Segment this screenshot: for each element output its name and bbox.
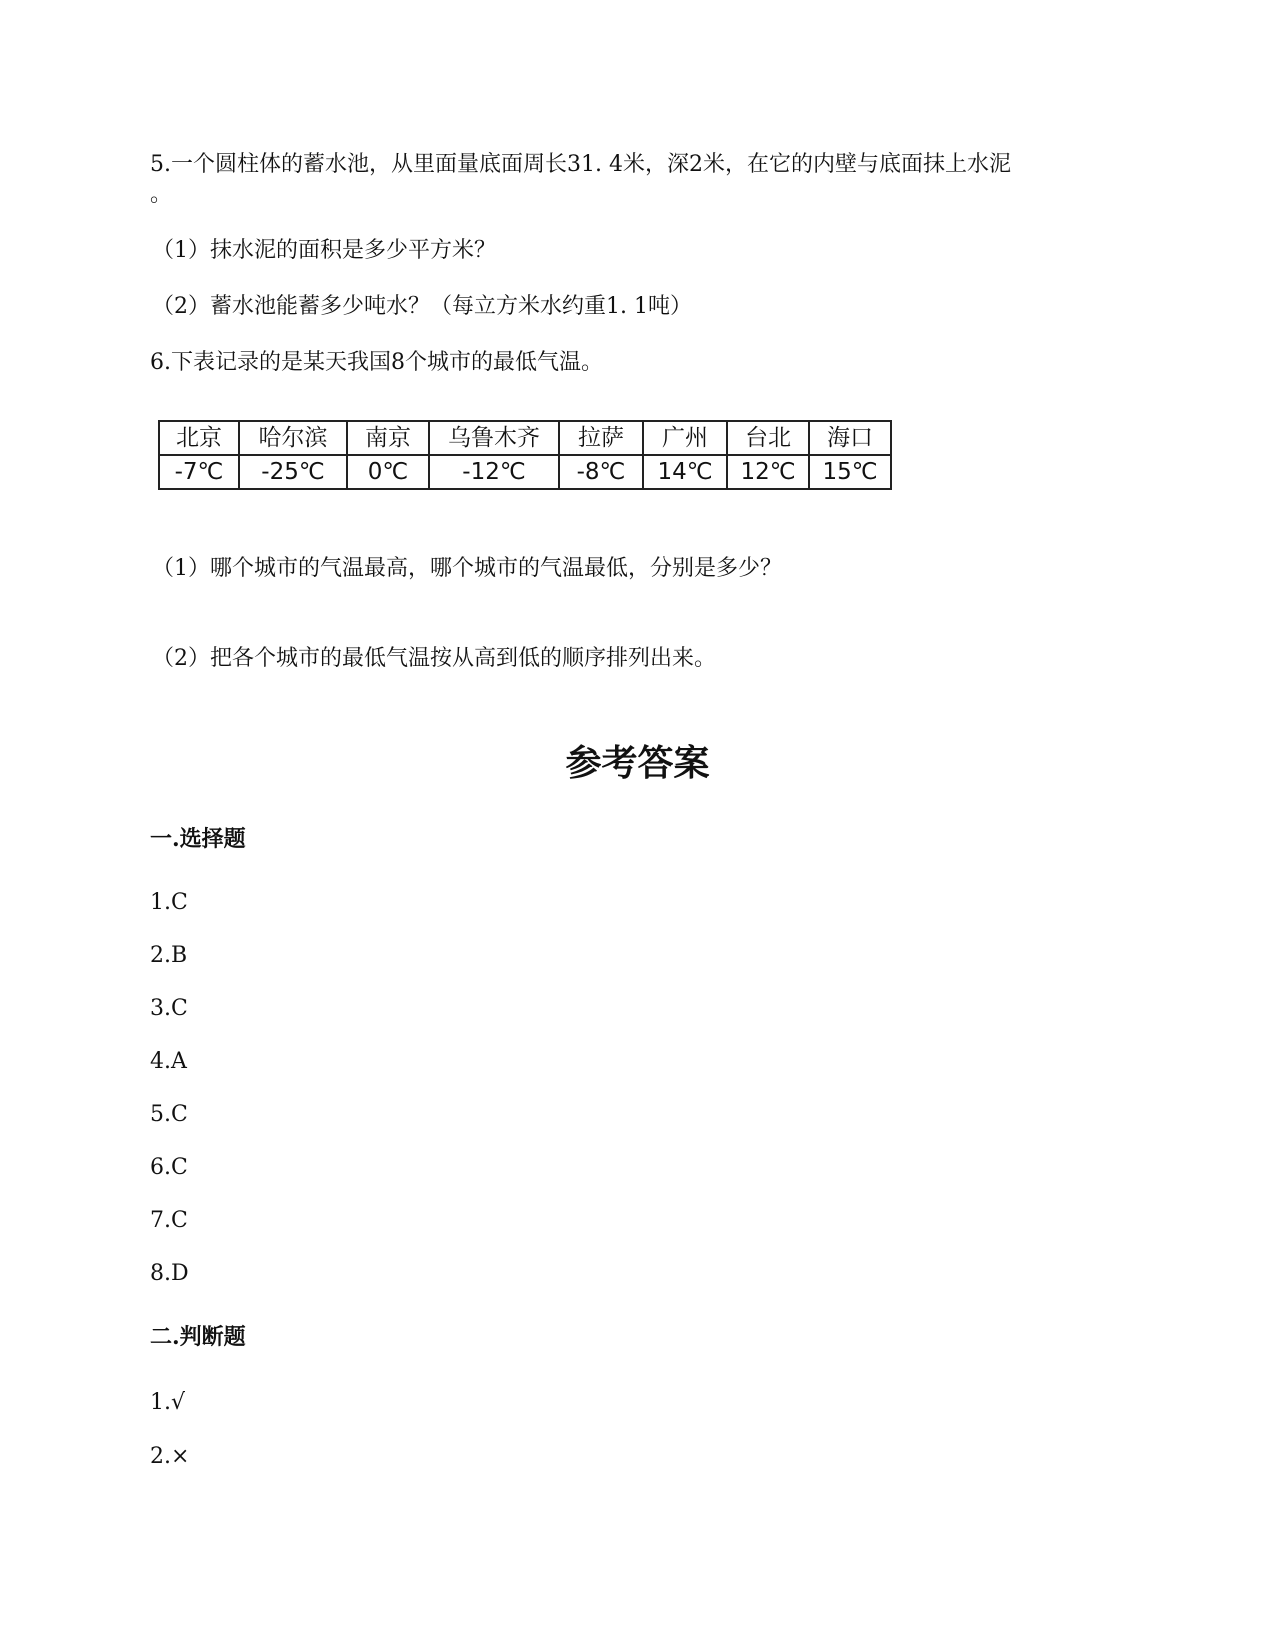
answer-item: 6.C: [150, 1155, 188, 1180]
answer-item: 8.D: [150, 1261, 189, 1286]
table-cell-temp: 12℃: [727, 455, 809, 489]
table-cell-temp: -7℃: [159, 455, 239, 489]
table-cell-temp: 0℃: [347, 455, 429, 489]
table-cell-temp: -25℃: [239, 455, 347, 489]
table-cell-temp: 14℃: [643, 455, 727, 489]
table-cell-city: 台北: [727, 421, 809, 455]
table-row-cities: [159, 421, 891, 455]
answer-item: 2.×: [150, 1444, 190, 1469]
table-cell-city: 拉萨: [559, 421, 643, 455]
section-heading-choice: 一.选择题: [150, 826, 246, 852]
table-cell-city: 哈尔滨: [239, 421, 347, 455]
question-6-text: 6.下表记录的是某天我国8个城市的最低气温。: [150, 350, 603, 375]
question-6-subquestion-1: （1）哪个城市的气温最高，哪个城市的气温最低，分别是多少？: [152, 556, 782, 581]
table-cell-city: 北京: [159, 421, 239, 455]
table-cell-city: 海口: [809, 421, 891, 455]
table-cell-temp: -8℃: [559, 455, 643, 489]
table-row-temps: [159, 455, 891, 489]
table-cell-city: 广州: [643, 421, 727, 455]
question-5-text-continued: 。: [150, 182, 173, 207]
question-5-subquestion-1: （1）抹水泥的面积是多少平方米？: [152, 238, 496, 263]
answer-item: 1.C: [150, 890, 188, 915]
table-cell-city: 乌鲁木齐: [429, 421, 559, 455]
table-cell-city: 南京: [347, 421, 429, 455]
table-cell-temp: 15℃: [809, 455, 891, 489]
section-heading-judgment: 二.判断题: [150, 1324, 246, 1350]
answer-item: 7.C: [150, 1208, 188, 1233]
answer-item: 1.√: [150, 1390, 186, 1415]
question-5-subquestion-2: （2）蓄水池能蓄多少吨水？（每立方米水约重1. 1吨）: [152, 294, 692, 319]
answer-item: 3.C: [150, 996, 188, 1021]
answer-item: 4.A: [150, 1049, 187, 1074]
answer-item: 2.B: [150, 943, 188, 968]
temperature-table: [158, 420, 892, 490]
question-5-text: 5.一个圆柱体的蓄水池，从里面量底面周长31. 4米，深2米，在它的内壁与底面抹上水泥: [150, 152, 1011, 177]
answer-item: 5.C: [150, 1102, 188, 1127]
answer-key-title: 参考答案: [565, 742, 710, 784]
question-6-subquestion-2: （2）把各个城市的最低气温按从高到低的顺序排列出来。: [152, 646, 716, 671]
table-cell-temp: -12℃: [429, 455, 559, 489]
